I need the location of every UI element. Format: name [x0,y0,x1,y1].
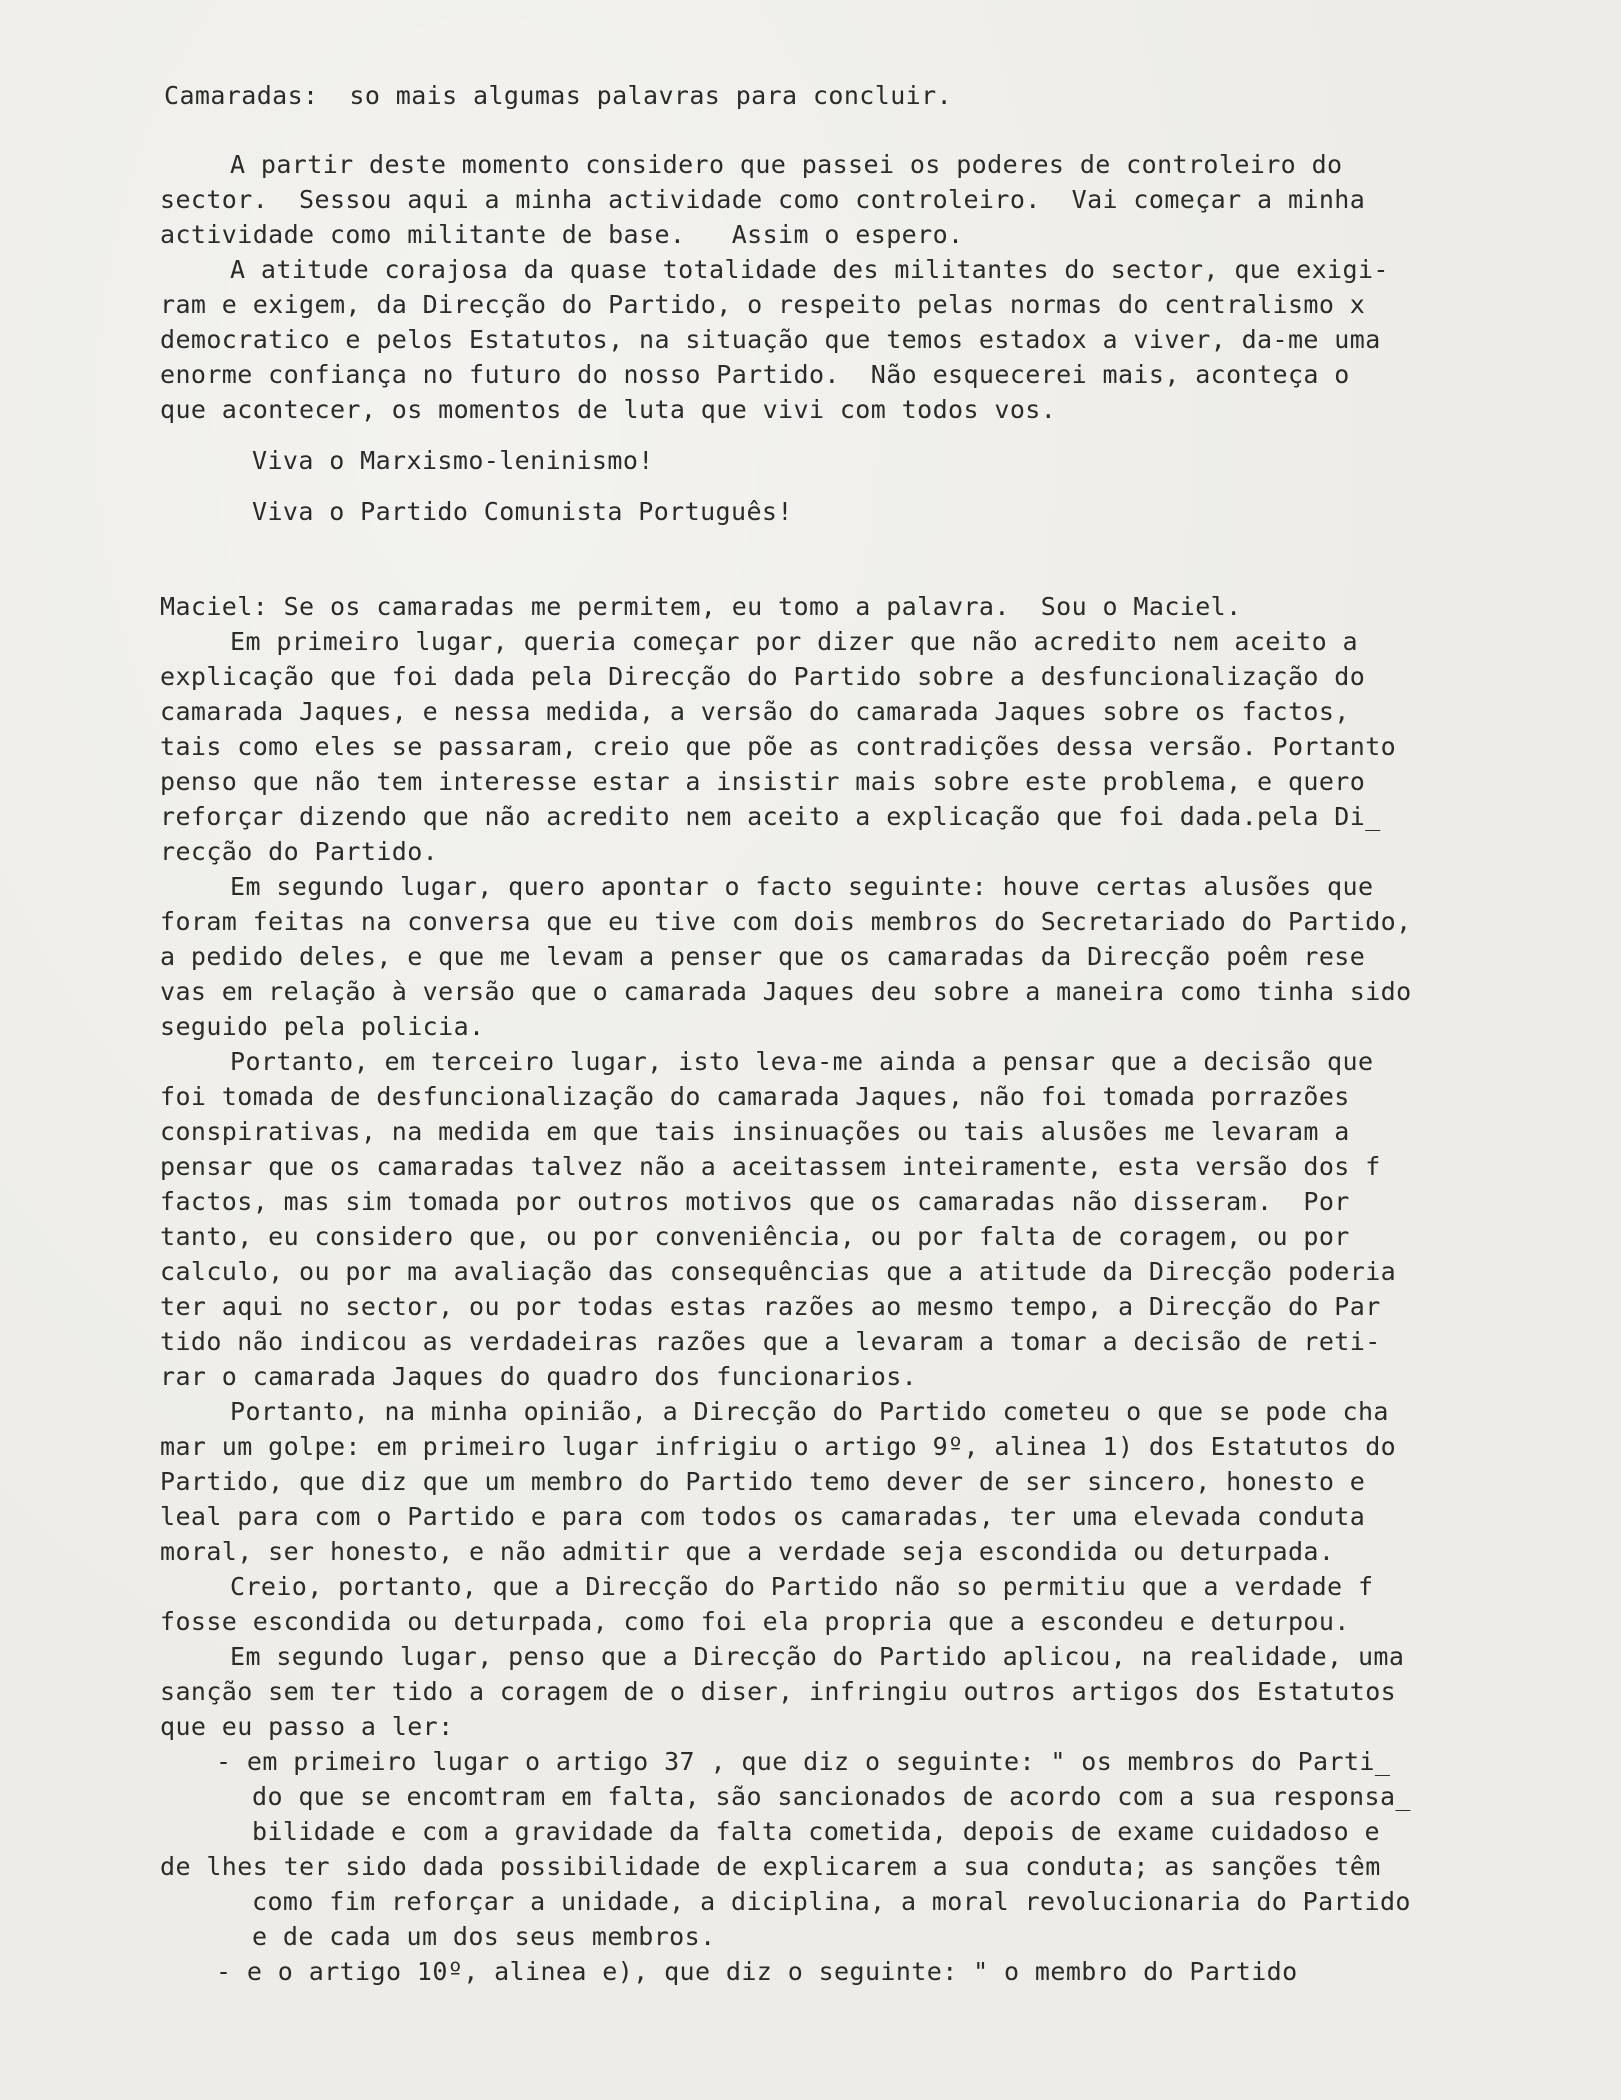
slogan-line: Viva o Marxismo-leninismo! [252,446,654,475]
text-line: tais como eles se passaram, creio que põe as contradições dessa versão. Portanto [160,732,1397,761]
text-line: que eu passo a ler: [160,1712,454,1741]
text-line: sector. Sessou aqui a minha actividade como controleiro. Vai começar a minha [160,185,1366,214]
text-line: actividade como militante de base. Assim o espero. [160,220,964,249]
text-line: camarada Jaques, e nessa medida, a versão do camarada Jaques sobre os factos, [160,697,1350,726]
text-line: a pedido deles, e que me levam a penser que os camaradas da Direcção poêm rese [160,942,1366,971]
text-line: A partir deste momento considero que passei os poderes de controleiro do [230,150,1343,179]
text-line: sanção sem ter tido a coragem de o diser, infringiu outros artigos dos Estatutos [160,1677,1397,1706]
text-line: Em primeiro lugar, queria começar por dizer que não acredito nem aceito a [230,627,1358,656]
speaker-line: Maciel: Se os camaradas me permitem, eu tomo a palavra. Sou o Maciel. [160,592,1242,621]
text-line: Em segundo lugar, quero apontar o facto seguinte: houve certas alusões que [230,872,1374,901]
text-line: calculo, ou por ma avaliação das consequências que a atitude da Direcção poderia [160,1257,1397,1286]
text-line: conspirativas, na medida em que tais insinuações ou tais alusões me levaram a [160,1117,1350,1146]
text-line: A atitude corajosa da quase totalidade des militantes do sector, que exigi- [230,255,1389,284]
text-line: pensar que os camaradas talvez não a aceitassem inteiramente, esta versão dos f [160,1152,1381,1181]
spacer [160,529,1550,589]
text-line: factos, mas sim tomada por outros motivos que os camaradas não disseram. Por [160,1187,1350,1216]
text-line: enorme confiança no futuro do nosso Partido. Não esquecerei mais, aconteça o [160,360,1350,389]
text-line: foram feitas na conversa que eu tive com dois membros do Secretariado do Partido, [160,907,1412,936]
spacer [160,113,1550,147]
spacer [160,478,1550,494]
text-line: explicação que foi dada pela Direcção do Partido sobre a desfuncionalização do [160,662,1366,691]
text-line: fosse escondida ou deturpada, como foi ela propria que a escondeu e deturpou. [160,1607,1350,1636]
text-line: Partido, que diz que um membro do Partido temo dever de ser sincero, honesto e [160,1467,1366,1496]
text-line: Camaradas: so mais algumas palavras para concluir. [164,81,953,110]
text-line: Portanto, na minha opinião, a Direcção do Partido cometeu o que se pode cha [230,1397,1389,1426]
text-line: leal para com o Partido e para com todos os camaradas, ter uma elevada conduta [160,1502,1366,1531]
text-line: - e o artigo 10º, alinea e), que diz o seguinte: " o membro do Partido [216,1957,1298,1986]
document-body [160,78,1550,1989]
spacer [160,427,1550,443]
text-line: ter aqui no sector, ou por todas estas razões ao mesmo tempo, a Direcção do Par [160,1292,1381,1321]
text-line: reforçar dizendo que não acredito nem aceito a explicação que foi dada.pela Di_ [160,802,1381,831]
text-line: mar um golpe: em primeiro lugar infrigiu o artigo 9º, alinea 1) dos Estatutos do [160,1432,1397,1461]
text-line: rar o camarada Jaques do quadro dos funcionarios. [160,1362,918,1391]
text-line: de lhes ter sido dada possibilidade de explicarem a sua conduta; as sanções têm [160,1852,1381,1881]
text-line: tanto, eu considero que, ou por conveniência, ou por falta de coragem, ou por [160,1222,1350,1251]
text-line: penso que não tem interesse estar a insistir mais sobre este problema, e quero [160,767,1366,796]
text-line: moral, ser honesto, e não admitir que a verdade seja escondida ou deturpada. [160,1537,1335,1566]
text-line: do que se encomtram em falta, são sancionados de acordo com a sua responsa_ [252,1782,1411,1811]
text-line: ram e exigem, da Direcção do Partido, o respeito pelas normas do centralismo x [160,290,1366,319]
text-line: que acontecer, os momentos de luta que vivi com todos vos. [160,395,1057,424]
text-line: democratico e pelos Estatutos, na situação que temos estadox a viver, da-me uma [160,325,1381,354]
text-line: recção do Partido. [160,837,439,866]
text-line: e de cada um dos seus membros. [252,1922,716,1951]
text-line: tido não indicou as verdadeiras razões que a levaram a tomar a decisão de reti- [160,1327,1381,1356]
text-line: Creio, portanto, que a Direcção do Partido não so permitiu que a verdade f [230,1572,1374,1601]
text-line: Portanto, em terceiro lugar, isto leva-me ainda a pensar que a decisão que [230,1047,1374,1076]
text-line: bilidade e com a gravidade da falta cometida, depois de exame cuidadoso e [252,1817,1380,1846]
slogan-line: Viva o Partido Comunista Português! [252,497,793,526]
text-line: Em segundo lugar, penso que a Direcção do Partido aplicou, na realidade, uma [230,1642,1405,1671]
text-line: seguido pela policia. [160,1012,485,1041]
text-line: vas em relação à versão que o camarada Jaques deu sobre a maneira como tinha sido [160,977,1412,1006]
text-line: foi tomada de desfuncionalização do camarada Jaques, não foi tomada porrazões [160,1082,1350,1111]
text-line: - em primeiro lugar o artigo 37 , que diz o seguinte: " os membros do Parti_ [216,1747,1391,1776]
text-line: como fim reforçar a unidade, a diciplina, a moral revolucionaria do Partido [252,1887,1411,1916]
